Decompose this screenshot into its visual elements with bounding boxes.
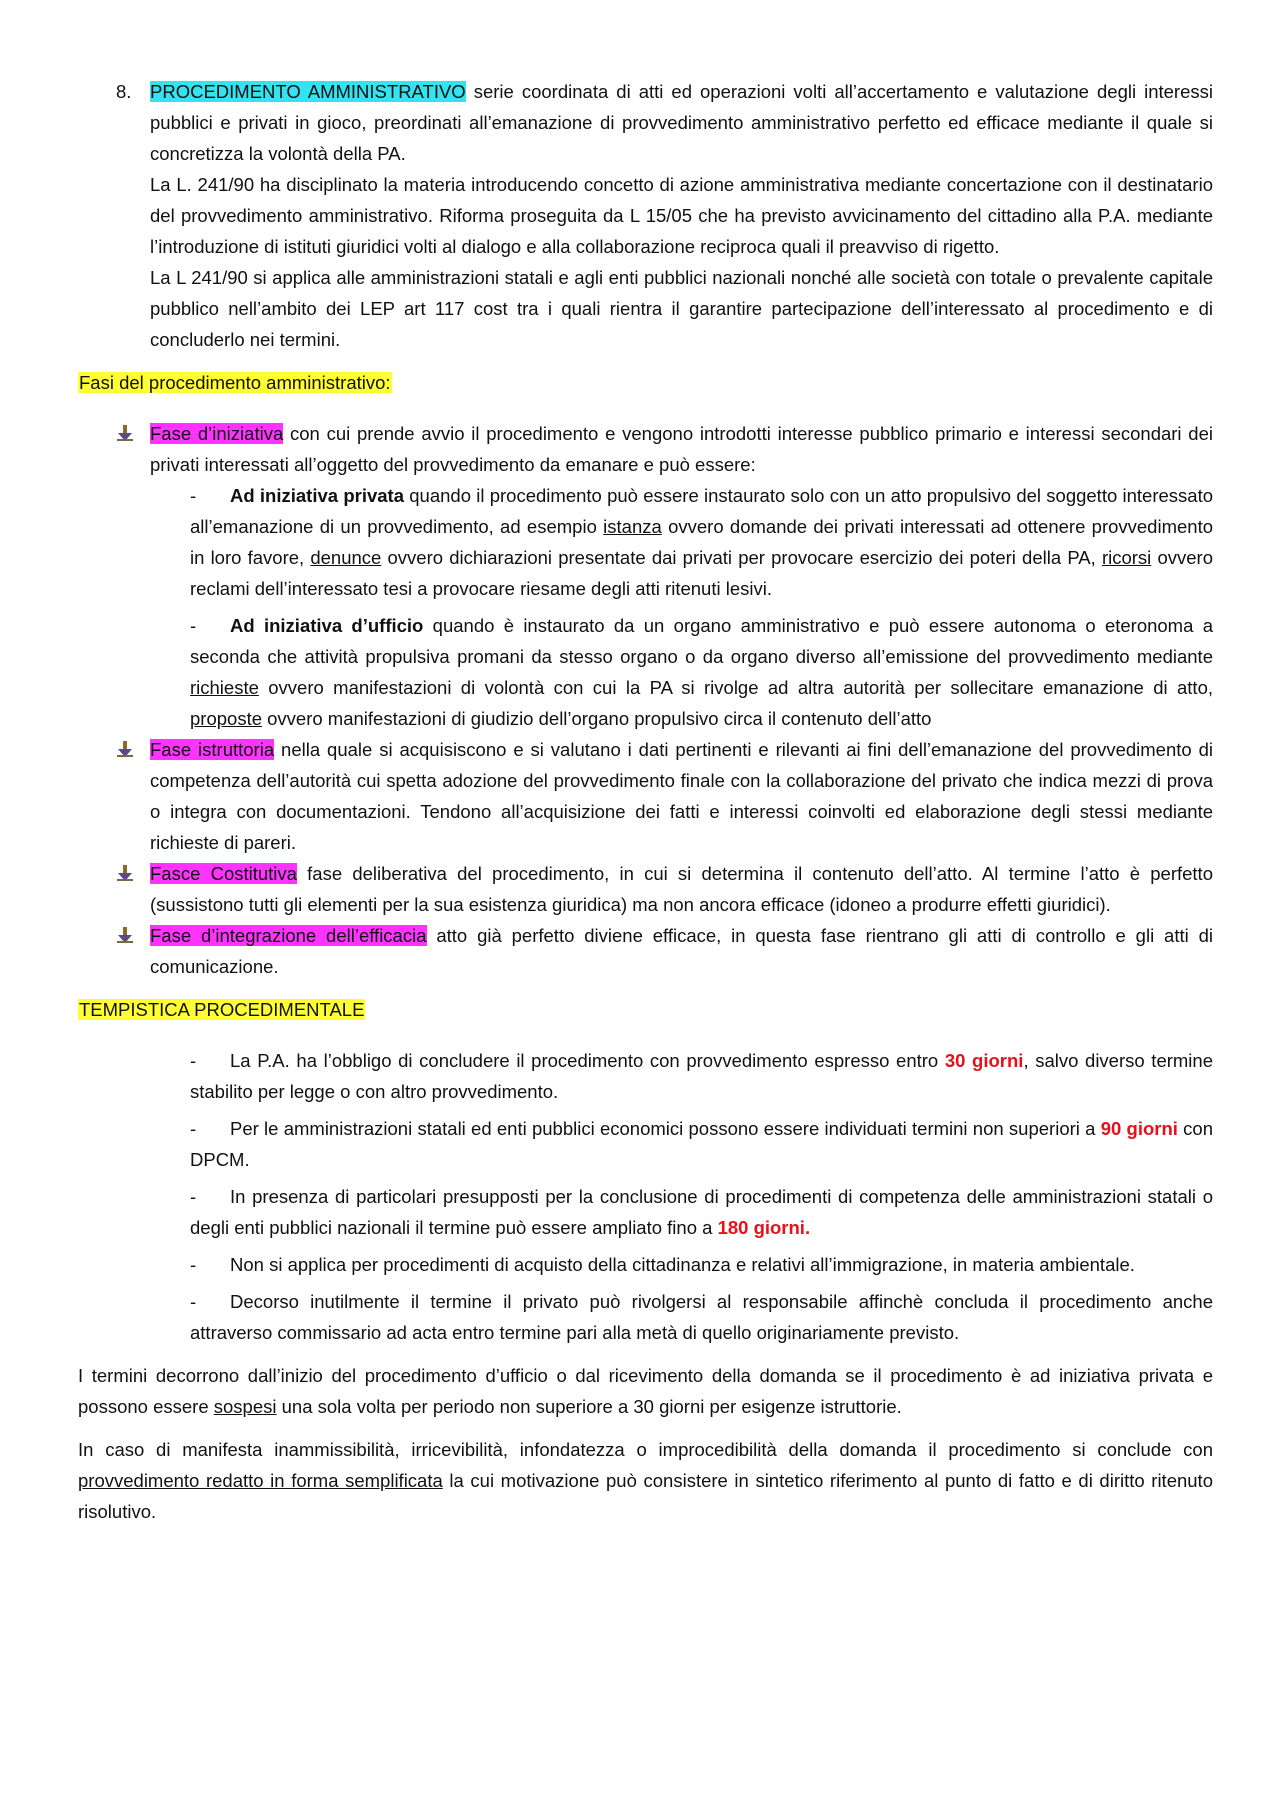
costitutiva-paragraph — [150, 858, 1213, 920]
bullet-fase-iniziativa — [78, 418, 1213, 480]
iniziativa-paragraph — [150, 418, 1213, 480]
tempistica-2-red: 90 giorni — [1100, 1118, 1178, 1139]
arrow-bullet-icon — [116, 424, 134, 442]
privata-text-1: quando il procedimento può essere instaurato solo con un atto propulsivo del soggetto interessato all’emanazione di un provvedimento, ad esempio — [190, 485, 1214, 537]
para2-underline: provvedimento redatto in forma semplificata — [78, 1470, 443, 1491]
bullet-fase-integrazione — [78, 920, 1213, 982]
privata-underline-1: istanza — [603, 516, 662, 537]
dash-marker: - — [190, 615, 197, 636]
privata-text-2: ovvero domande dei privati interessati ad ottenere provvedimento in loro favore, — [190, 516, 1214, 568]
tempistica-dash-list — [190, 1045, 1213, 1348]
tempistica-3-text-1: In presenza di particolari presupposti per la conclusione di procedimenti di competenza delle amministrazioni statali o degli enti pubblici nazionali il termine può essere ampliato fino a — [190, 1186, 1213, 1238]
para1-underline: sospesi — [213, 1396, 277, 1417]
ufficio-underline-2: proposte — [190, 708, 262, 729]
item8-text-2: La L. 241/90 ha disciplinato la materia introducendo concetto di azione amministrativa mediante concertazione con il destinatario del provvedimento amministrativo. Riforma proseguita da L 15/05 che ha previsto avvicinamento del cittadino alla P.A. mediante l’introduzione di istituti giuridici volti al dialogo e alla collaborazione reciproca quali il preavviso di rigetto. — [150, 174, 1213, 257]
istruttoria-text: nella quale si acquisiscono e si valutano i dati pertinenti e rilevanti ai fini dell’emanazione del provvedimento di competenza dell’autorità cui spetta adozione del provvedimento finale con la collaborazione del privato che indica mezzi di prova o integra con documentazioni. Tendono all’acquisizione dei fatti e interessi coinvolti ed elaborazione degli stessi mediante richieste di pareri. — [150, 739, 1213, 853]
tempistica-item-3 — [190, 1181, 1213, 1243]
para1-text-2: una sola volta per periodo non superiore a 30 giorni per esigenze istruttorie. — [276, 1396, 902, 1417]
costitutiva-text: fase deliberativa del procedimento, in cui si determina il contenuto dell’atto. Al termine l’atto è perfetto (sussistono tutti gli elementi per la sua esistenza giuridica) ma non ancora efficace (idoneo a produrre effetti giuridici). — [150, 863, 1213, 915]
tempistica-1-text-2: , salvo diverso termine stabilito per legge o con altro provvedimento. — [190, 1050, 1213, 1102]
item-number: 8. — [116, 81, 132, 102]
dash-marker: - — [190, 1186, 197, 1207]
tempistica-2-text-1: Per le amministrazioni statali ed enti pubblici economici possono essere individuati termini non superiori a — [230, 1118, 1101, 1139]
tempistica-5-text-1: Decorso inutilmente il termine il privato può rivolgersi al responsabile affinchè concluda il procedimento anche attraverso commissario ad acta entro termine pari alla metà di quello originariamente previsto. — [190, 1291, 1213, 1343]
para2-text-1: In caso di manifesta inammissibilità, irricevibilità, infondatezza o improcedibilità della domanda il procedimento si conclude con — [78, 1439, 1213, 1460]
iniziativa-text: con cui prende avvio il procedimento e vengono introdotti interesse pubblico primario e interessi secondari dei privati interessati all’oggetto del provvedimento da emanare e può essere: — [150, 423, 1213, 475]
ufficio-text-1: quando è instaurato da un organo amministrativo e può essere autonoma o eteronoma a seconda che attività propulsiva promani da stesso organo o da organo diverso all’emissione del provvedimento mediante — [190, 615, 1213, 667]
tempistica-item-2 — [190, 1113, 1213, 1175]
dash-marker: - — [190, 1254, 197, 1275]
arrow-bullet-icon — [116, 740, 134, 758]
para1-text-1: I termini decorrono dall’inizio del procedimento d’ufficio o dal ricevimento della domanda se il procedimento è ad iniziativa privata e possono essere — [78, 1365, 1213, 1417]
item8-paragraph-3 — [150, 262, 1213, 355]
tempistica-item-5 — [190, 1286, 1213, 1348]
tempistica-item-4 — [190, 1249, 1213, 1280]
tempistica-1-text-1: La P.A. ha l’obbligo di concludere il procedimento con provvedimento espresso entro — [230, 1050, 945, 1071]
integrazione-label: Fase d’integrazione dell’efficacia — [150, 925, 427, 946]
bullet-fase-istruttoria — [78, 734, 1213, 858]
tempistica-item-1 — [190, 1045, 1213, 1107]
dash-marker: - — [190, 485, 197, 506]
para2-text-2: la cui motivazione può consistere in sintetico riferimento al punto di fatto e di diritto ritenuto risolutivo. — [78, 1470, 1213, 1522]
dash-marker: - — [190, 1050, 197, 1071]
privata-underline-2: denunce — [310, 547, 382, 568]
highlight-title: PROCEDIMENTO AMMINISTRATIVO — [150, 81, 466, 102]
ufficio-text-2: ovvero manifestazioni di volontà con cui la PA si rivolge ad altra autorità per sollecitare emanazione di atto, — [258, 677, 1213, 698]
item8-text-3: La L 241/90 si applica alle amministrazioni statali e agli enti pubblici nazionali nonché alle società con totale o prevalente capitale pubblico nell’ambito dei LEP art 117 cost tra i quali rientra il garantire partecipazione dell’interessato al procedimento e di concluderlo nei termini. — [150, 267, 1213, 350]
tempistica-1-red: 30 giorni — [944, 1050, 1024, 1071]
istruttoria-paragraph — [150, 734, 1213, 858]
ufficio-bold: Ad iniziativa d’ufficio — [230, 615, 424, 636]
document-page — [78, 76, 1213, 1527]
numbered-item-8 — [78, 76, 1213, 355]
item8-paragraph-2 — [150, 169, 1213, 262]
tempistica-4-text-1: Non si applica per procedimenti di acquisto della cittadinanza e relativi all’immigrazione, in materia ambientale. — [230, 1254, 1135, 1275]
integrazione-paragraph — [150, 920, 1213, 982]
integrazione-text: atto già perfetto diviene efficace, in questa fase rientrano gli atti di controllo e gli atti di comunicazione. — [150, 925, 1213, 977]
arrow-bullet-icon — [116, 926, 134, 944]
section-heading-fasi — [78, 367, 1213, 398]
paragraph-termini — [78, 1360, 1213, 1422]
tempistica-heading-text: TEMPISTICA PROCEDIMENTALE — [79, 999, 365, 1020]
privata-text-3: ovvero dichiarazioni presentate dai privati per provocare esercizio dei poteri della PA, — [381, 547, 1102, 568]
fasi-heading-text: Fasi del procedimento amministrativo: — [79, 372, 391, 393]
tempistica-3-red: 180 giorni. — [717, 1217, 811, 1238]
arrow-bullet-icon — [116, 864, 134, 882]
dash-marker: - — [190, 1118, 197, 1139]
ufficio-underline-1: richieste — [190, 677, 259, 698]
privata-text-4: ovvero reclami dell’interessato tesi a provocare riesame degli atti ritenuti lesivi. — [190, 547, 1214, 599]
paragraph-inammissibilita — [78, 1434, 1213, 1527]
istruttoria-label: Fase istruttoria — [150, 739, 275, 760]
iniziativa-label: Fase d’iniziativa — [150, 423, 284, 444]
dash-marker: - — [190, 1291, 197, 1312]
item8-paragraph-1 — [150, 76, 1213, 169]
costitutiva-label: Fasce Costitutiva — [150, 863, 297, 884]
tempistica-2-text-2: con DPCM. — [190, 1118, 1213, 1170]
section-heading-tempistica — [78, 994, 1213, 1025]
item8-text-1: serie coordinata di atti ed operazioni volti all’accertamento e valutazione degli interessi pubblici e privati in gioco, preordinati all’emanazione di provvedimento amministrativo perfetto ed efficace mediante il quale si concretizza la volontà della PA. — [150, 81, 1213, 164]
ufficio-text-3: ovvero manifestazioni di giudizio dell’organo propulsivo circa il contenuto dell’atto — [262, 708, 932, 729]
dash-item-privata — [190, 480, 1213, 604]
privata-bold: Ad iniziativa privata — [230, 485, 404, 506]
privata-underline-3: ricorsi — [1101, 547, 1152, 568]
bullet-fase-costitutiva — [78, 858, 1213, 920]
iniziativa-dash-list — [190, 480, 1213, 734]
dash-item-ufficio — [190, 610, 1213, 734]
